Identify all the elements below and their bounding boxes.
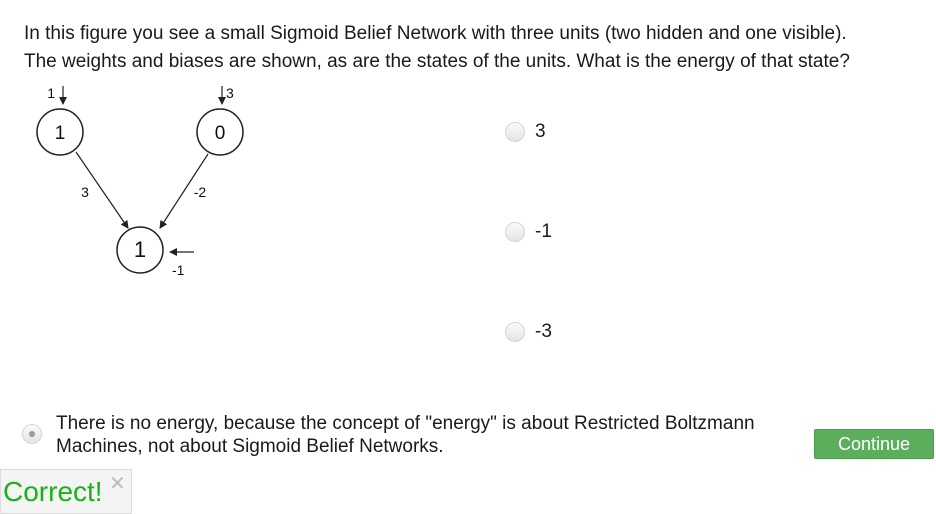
continue-button[interactable]: Continue bbox=[814, 429, 934, 459]
question-line-1: In this figure you see a small Sigmoid Belief Network with three units (two hidden and one visible). bbox=[24, 23, 847, 44]
answer-option-minus-1[interactable] bbox=[505, 221, 552, 243]
radio-button[interactable] bbox=[505, 122, 525, 142]
sigmoid-belief-network-diagram bbox=[30, 82, 270, 282]
answer-option-no-energy[interactable] bbox=[22, 412, 816, 458]
answer-option-label: There is no energy, because the concept of "energy" is about Restricted Boltzmann Machines, not about Sigmoid Belief Networks. bbox=[56, 413, 755, 457]
close-icon[interactable]: ✕ bbox=[109, 473, 126, 495]
radio-button[interactable] bbox=[505, 222, 525, 242]
radio-button[interactable] bbox=[505, 322, 525, 342]
answer-option-label: 3 bbox=[535, 121, 546, 142]
bias-label-hidden-1: 1 bbox=[47, 85, 55, 101]
unit-hidden-2-state: 0 bbox=[214, 123, 226, 144]
question-text bbox=[24, 20, 924, 76]
bias-label-visible: -1 bbox=[172, 262, 185, 278]
answer-option-minus-3[interactable] bbox=[505, 321, 552, 343]
radio-button-selected[interactable] bbox=[22, 424, 42, 444]
unit-hidden-1-state: 1 bbox=[54, 123, 66, 144]
bias-label-hidden-2: 3 bbox=[226, 85, 234, 101]
answer-option-3[interactable] bbox=[505, 121, 546, 143]
weight-label-hidden-1-to-visible: 3 bbox=[81, 184, 89, 200]
weight-label-hidden-2-to-visible: -2 bbox=[193, 184, 207, 200]
feedback-panel bbox=[0, 469, 132, 514]
answer-option-label: -3 bbox=[535, 321, 552, 342]
unit-visible-state: 1 bbox=[133, 237, 147, 262]
question-line-2: The weights and biases are shown, as are the states of the units. What is the energy of that state? bbox=[24, 51, 850, 72]
answer-option-label: -1 bbox=[535, 221, 552, 242]
correct-feedback-text: Correct! bbox=[3, 476, 103, 507]
